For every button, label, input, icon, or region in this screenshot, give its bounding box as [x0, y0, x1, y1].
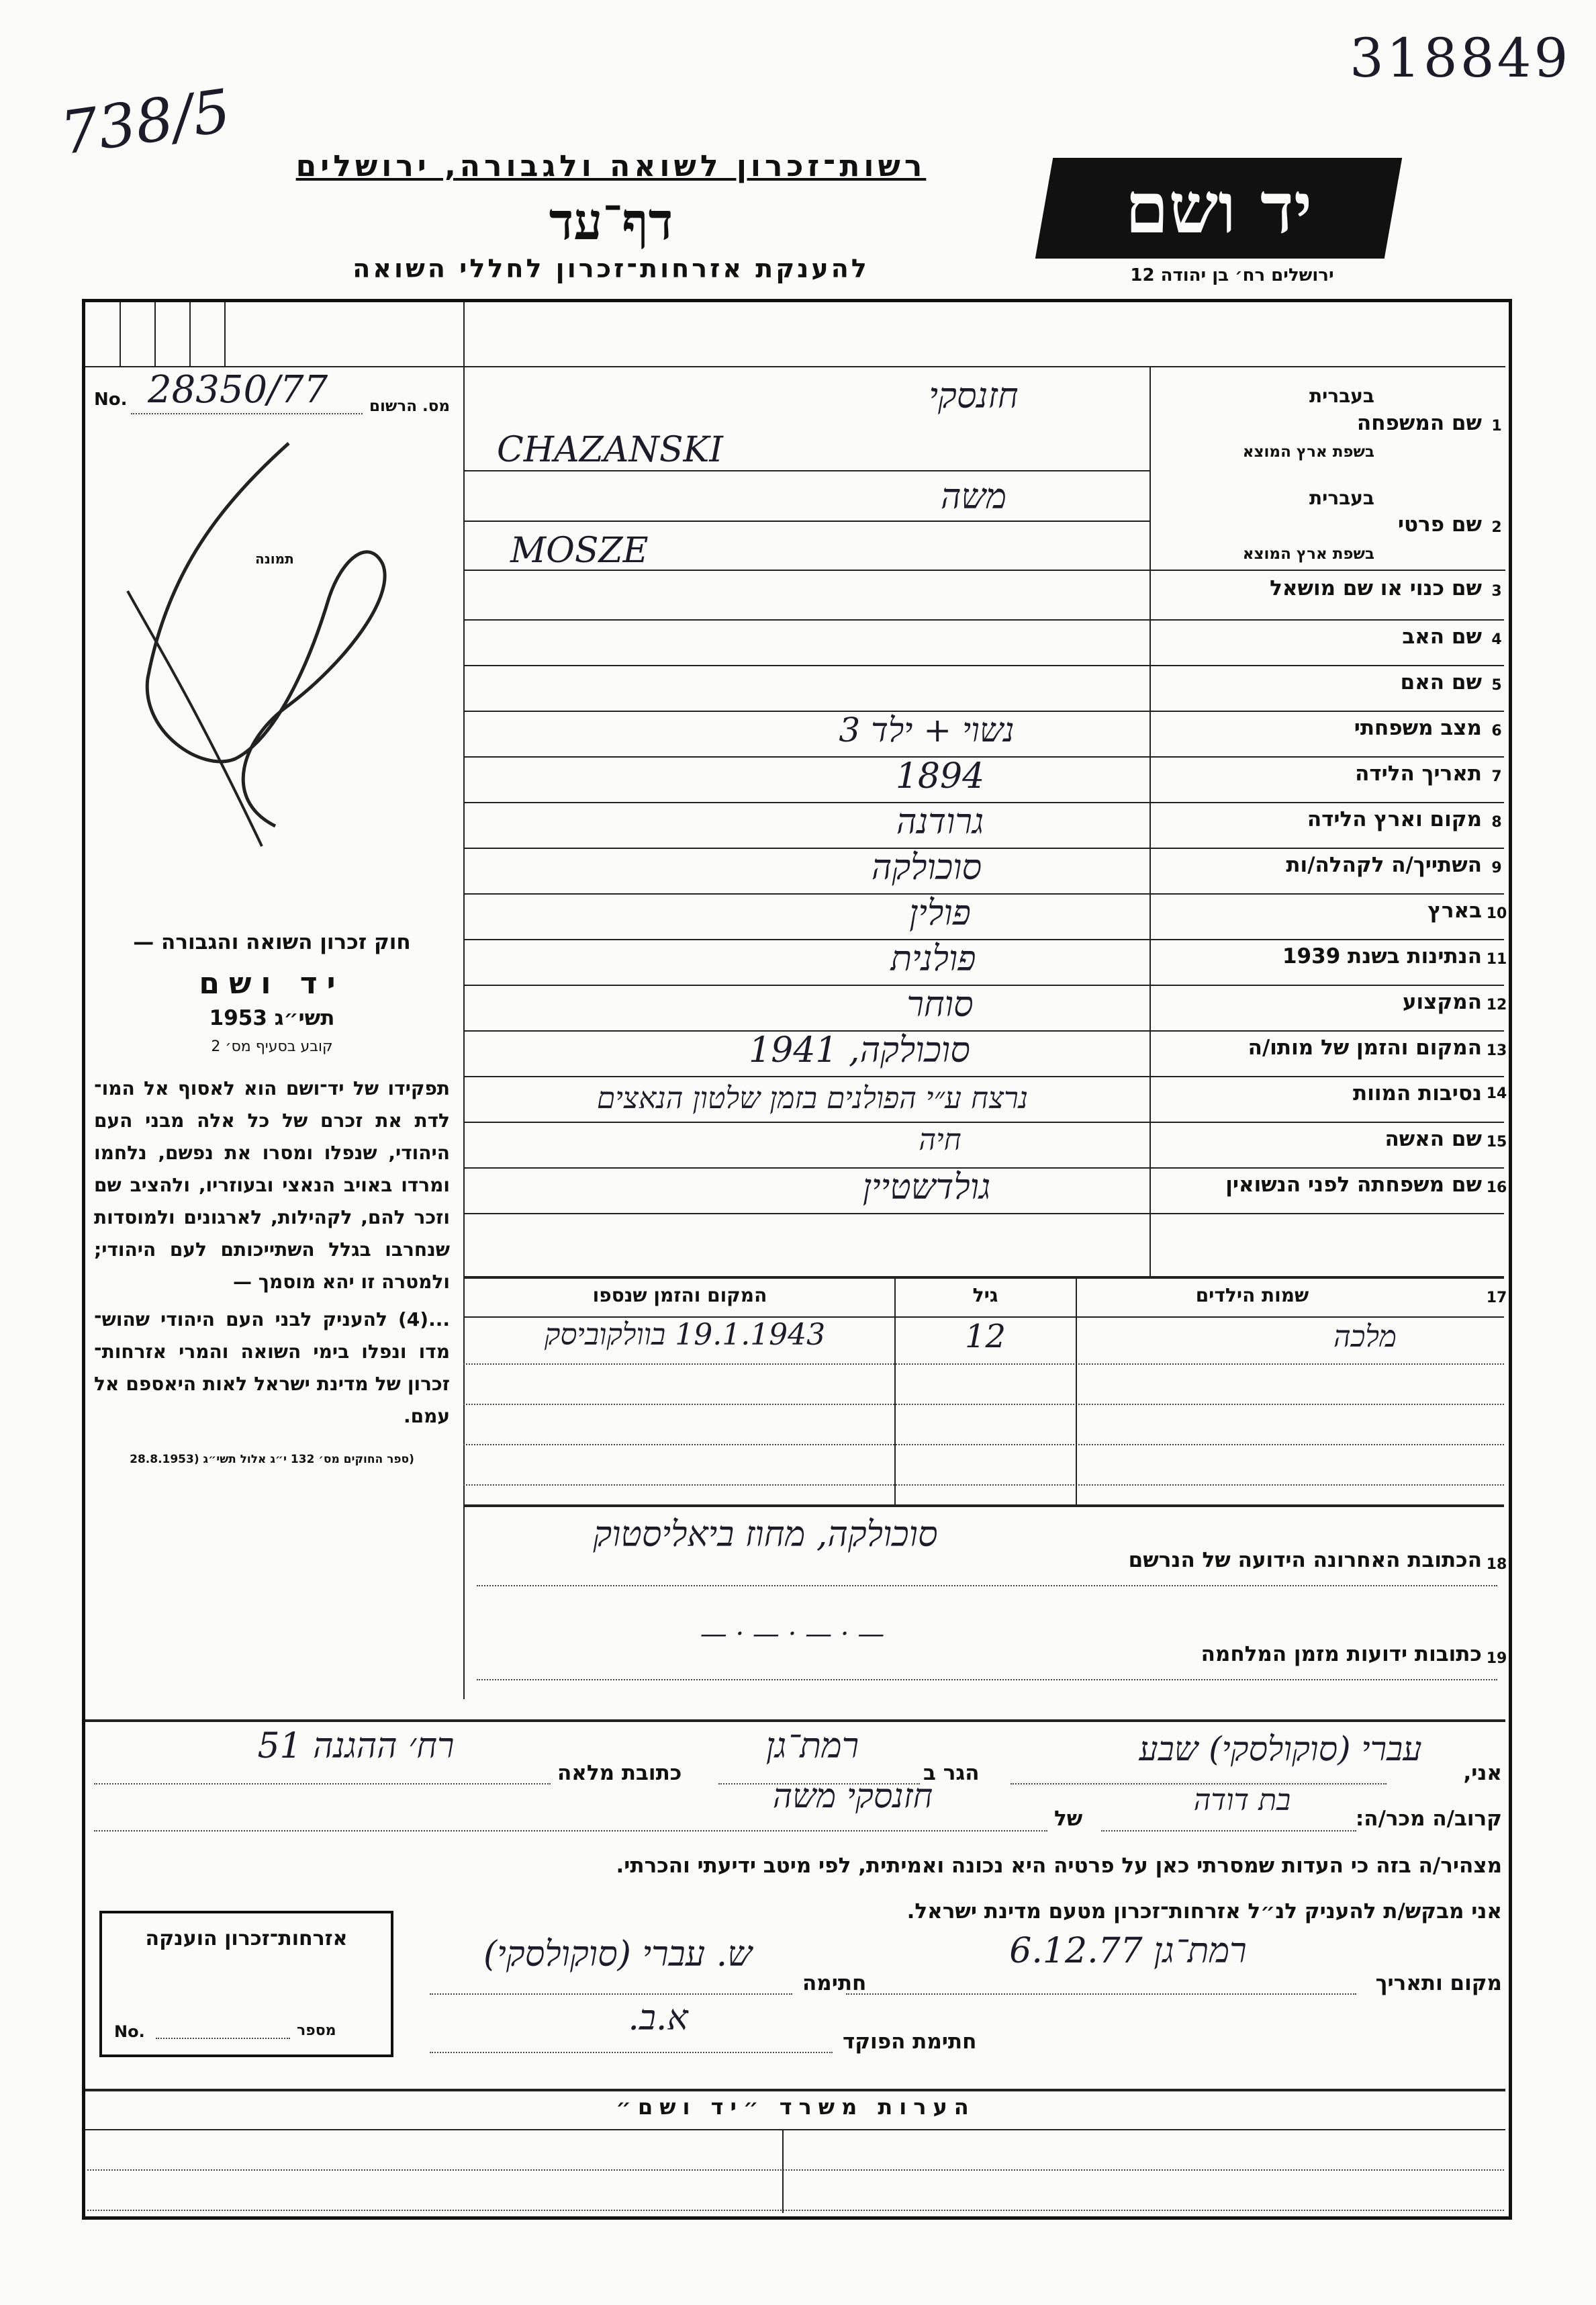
children-age-header: גיל	[972, 1284, 998, 1306]
field-12-number: 12	[1486, 997, 1507, 1013]
field-13-label: המקום והזמן של מותו/ה	[1248, 1036, 1482, 1060]
law-citation: (ספר החוקים מס׳ 132 י״ג אלול תשי״ג (28.8.1953	[130, 1453, 414, 1466]
top-strip-cells	[87, 302, 463, 366]
field-18-label: הכתובת האחרונה הידועה של הנרשם	[1128, 1548, 1482, 1572]
field-16-value: גולדשטיין	[862, 1167, 991, 1208]
field-8-label: מקום וארץ הלידה	[1307, 807, 1482, 831]
field-5-label: שם האם	[1400, 670, 1482, 694]
signature-label: חתימה	[802, 1971, 867, 1995]
field-9-value: סוכולקה	[871, 848, 982, 888]
field-14-number: 14	[1486, 1085, 1507, 1102]
field-14-label: נסיבות המוות	[1353, 1081, 1482, 1105]
field-5-number: 5	[1491, 677, 1502, 694]
field-16-number: 16	[1486, 1179, 1507, 1196]
field-3-label: שם כנוי או שם מושאל	[1270, 576, 1482, 600]
children-names-header: שמות הילדים	[1195, 1284, 1309, 1306]
field-13-value: סוכולקה, 1941	[749, 1030, 970, 1071]
field-19-number: 19	[1486, 1650, 1507, 1667]
photo-scribble	[87, 423, 463, 893]
grant-box-number-label: מספר	[297, 2022, 336, 2039]
field-9-label: השתייך/ה לקהלה/ות	[1286, 853, 1482, 877]
law-year: תשי״ג 1953	[209, 1006, 335, 1030]
field-2-label: שם פרטי	[1397, 512, 1482, 537]
yad-vashem-logo	[1035, 158, 1402, 259]
field-12-value: סוחר	[906, 985, 974, 1025]
child-1-place-time: 19.1.1943 בוולקוביסק	[544, 1318, 826, 1352]
field-6-label: מצב משפחתי	[1354, 716, 1482, 740]
field-6-value: נשוי + ילד 3	[839, 711, 1015, 750]
registration-no-prefix: No.	[94, 390, 128, 410]
field-1-value-latin: CHAZANSKI	[497, 430, 723, 470]
field-2-value-hebrew: משה	[940, 477, 1007, 517]
field-19-value: — · — · — · —	[700, 1619, 885, 1649]
field-9-number: 9	[1491, 860, 1502, 876]
form-title: דף־עד	[549, 191, 673, 251]
request-text: אני מבקש/ת להעניק לנ״ל אזרחות־זכרון מטעם מדינת ישראל.	[906, 1899, 1502, 1924]
declarant-i-label: אני,	[1463, 1761, 1502, 1785]
children-place-time-header: המקום והזמן שנספו	[592, 1284, 767, 1306]
child-1-name: מלכה	[1333, 1320, 1397, 1354]
child-1-age: 12	[964, 1318, 1006, 1355]
field-1-number: 1	[1491, 418, 1502, 435]
field-11-value: פולנית	[890, 939, 976, 979]
law-heading: חוק זכרון השואה והגבורה —	[133, 930, 411, 954]
logo-text: יד ושם	[1125, 167, 1313, 249]
declarant-of-name: חזנסקי משה	[772, 1776, 933, 1815]
field-17-number: 17	[1486, 1290, 1507, 1306]
field-1-hebrew-sublabel: בעברית	[1309, 385, 1374, 407]
field-19-label: כתובות ידועות מזמן המלחמה	[1201, 1642, 1482, 1666]
field-11-number: 11	[1486, 951, 1507, 968]
registration-number: 28350/77	[148, 368, 328, 412]
declarant-signature: ש. עברי (סוקולסקי)	[483, 1934, 753, 1975]
field-4-number: 4	[1491, 631, 1502, 648]
field-4-label: שם האב	[1402, 625, 1482, 649]
corner-archive-number: 318849	[1350, 27, 1571, 89]
field-10-label: בארץ	[1427, 899, 1482, 923]
declarant-address: רח׳ ההגנה 51	[257, 1726, 455, 1766]
field-15-label: שם האשה	[1384, 1127, 1482, 1151]
law-paragraph-1: תפקידו של יד־ושם הוא לאסוף אל המו־ לדת את זכרם של כל אלה מבני העם היהודי, שנפלו ומסרו את נפשם, נלחמו ומרדו באויב הנאצי ובעוזריו, ולהציב שם וזכר להם, לקהילות, לארגונים ולמוסדות שנחרבו בגלל השתייכותם לעם היהודי; ולמטרה זו יהא מוסמך —	[94, 1077, 450, 1293]
field-15-value: חיה	[919, 1123, 961, 1157]
field-1-origin-sublabel: בשפת ארץ המוצא	[1242, 443, 1374, 461]
field-13-number: 13	[1486, 1042, 1507, 1059]
place-date-label: מקום ותאריך	[1375, 1971, 1502, 1995]
photo-area	[87, 423, 463, 893]
field-2-number: 2	[1491, 519, 1502, 536]
declarant-relation-label: קרוב/ה מכר/ה:	[1355, 1807, 1502, 1831]
field-1-label: שם המשפחה	[1356, 411, 1482, 435]
field-16-label: שם משפחתה לפני הנשואין	[1225, 1173, 1482, 1197]
field-2-hebrew-sublabel: בעברית	[1309, 487, 1374, 509]
field-11-label: הנתינות בשנת 1939	[1282, 944, 1482, 968]
field-7-label: תאריך הלידה	[1355, 762, 1482, 786]
grant-box-title: אזרחות־זכרון הוענקה	[145, 1927, 348, 1950]
declarant-resides-label: הגר ב	[923, 1761, 980, 1785]
declarant-relation: בת דודה	[1193, 1783, 1291, 1817]
field-1-value-hebrew: חזנסקי	[929, 376, 1019, 416]
field-10-number: 10	[1486, 905, 1507, 922]
field-7-number: 7	[1491, 768, 1502, 785]
field-18-number: 18	[1486, 1556, 1507, 1573]
place-date-value: רמת־גן 6.12.77	[1009, 1931, 1247, 1971]
grant-box-no-prefix: No.	[114, 2022, 145, 2041]
law-text	[94, 930, 450, 1466]
law-clause-ref: קובע בסעיף מס׳ 2	[211, 1038, 333, 1055]
field-2-value-latin: MOSZE	[510, 531, 649, 571]
law-paragraph-2: ...(4) להעניק לבני העם היהודי שהוש־ מדו ונפלו בימי השואה והמרי אזרחות־ זכרון של מדינת ישראל לאות היאספם אל עמם.	[94, 1308, 450, 1427]
grant-box	[99, 1911, 393, 2057]
field-10-value: פולין	[909, 893, 971, 934]
declarant-address-label: כתובת מלאה	[557, 1761, 682, 1785]
declarant-name: עברי (סוקולסקי) שבע	[1139, 1729, 1422, 1768]
institute-address: ירושלים רח׳ בן יהודה 12	[1130, 265, 1334, 285]
field-2-origin-sublabel: בשפת ארץ המוצא	[1242, 545, 1374, 563]
field-8-number: 8	[1491, 814, 1502, 831]
field-7-value: 1894	[895, 756, 985, 797]
declarant-city: רמת־גן	[765, 1726, 859, 1766]
field-6-number: 6	[1491, 723, 1502, 739]
registration-label: מס. הרשום	[369, 398, 451, 415]
field-12-label: המקצוע	[1402, 990, 1482, 1014]
declarant-of-label: של	[1054, 1807, 1083, 1831]
authority-name: רשות־זכרון לשואה ולגבורה, ירושלים	[295, 149, 927, 183]
photo-label: תמונה	[255, 551, 294, 567]
field-18-value: סוכולקה, מחוז ביאליסטוק	[593, 1515, 938, 1555]
law-name: יד ושם	[199, 966, 345, 1001]
declaration-text: מצהיר/ה בזה כי העדות שמסרתי כאן על פרטיה היא נכונה ואמיתית, לפי מיטב ידיעתי והכרתי.	[616, 1854, 1502, 1878]
form-subtitle: להענקת אזרחות־זכרון לחללי השואה	[353, 254, 870, 283]
office-notes-title: הערות משרד ״יד ושם״	[616, 2094, 976, 2120]
field-3-number: 3	[1491, 583, 1502, 600]
corner-handwritten-mark: 738/5	[56, 75, 235, 169]
officer-signature-label: חתימת הפוקד	[843, 2030, 977, 2054]
field-14-value: נרצח ע״י הפולנים בזמן שלטון הנאצים	[596, 1081, 1029, 1116]
field-8-value: גרודנה	[896, 802, 984, 842]
field-15-number: 15	[1486, 1134, 1507, 1150]
officer-signature: א.ב.	[628, 1998, 688, 2038]
